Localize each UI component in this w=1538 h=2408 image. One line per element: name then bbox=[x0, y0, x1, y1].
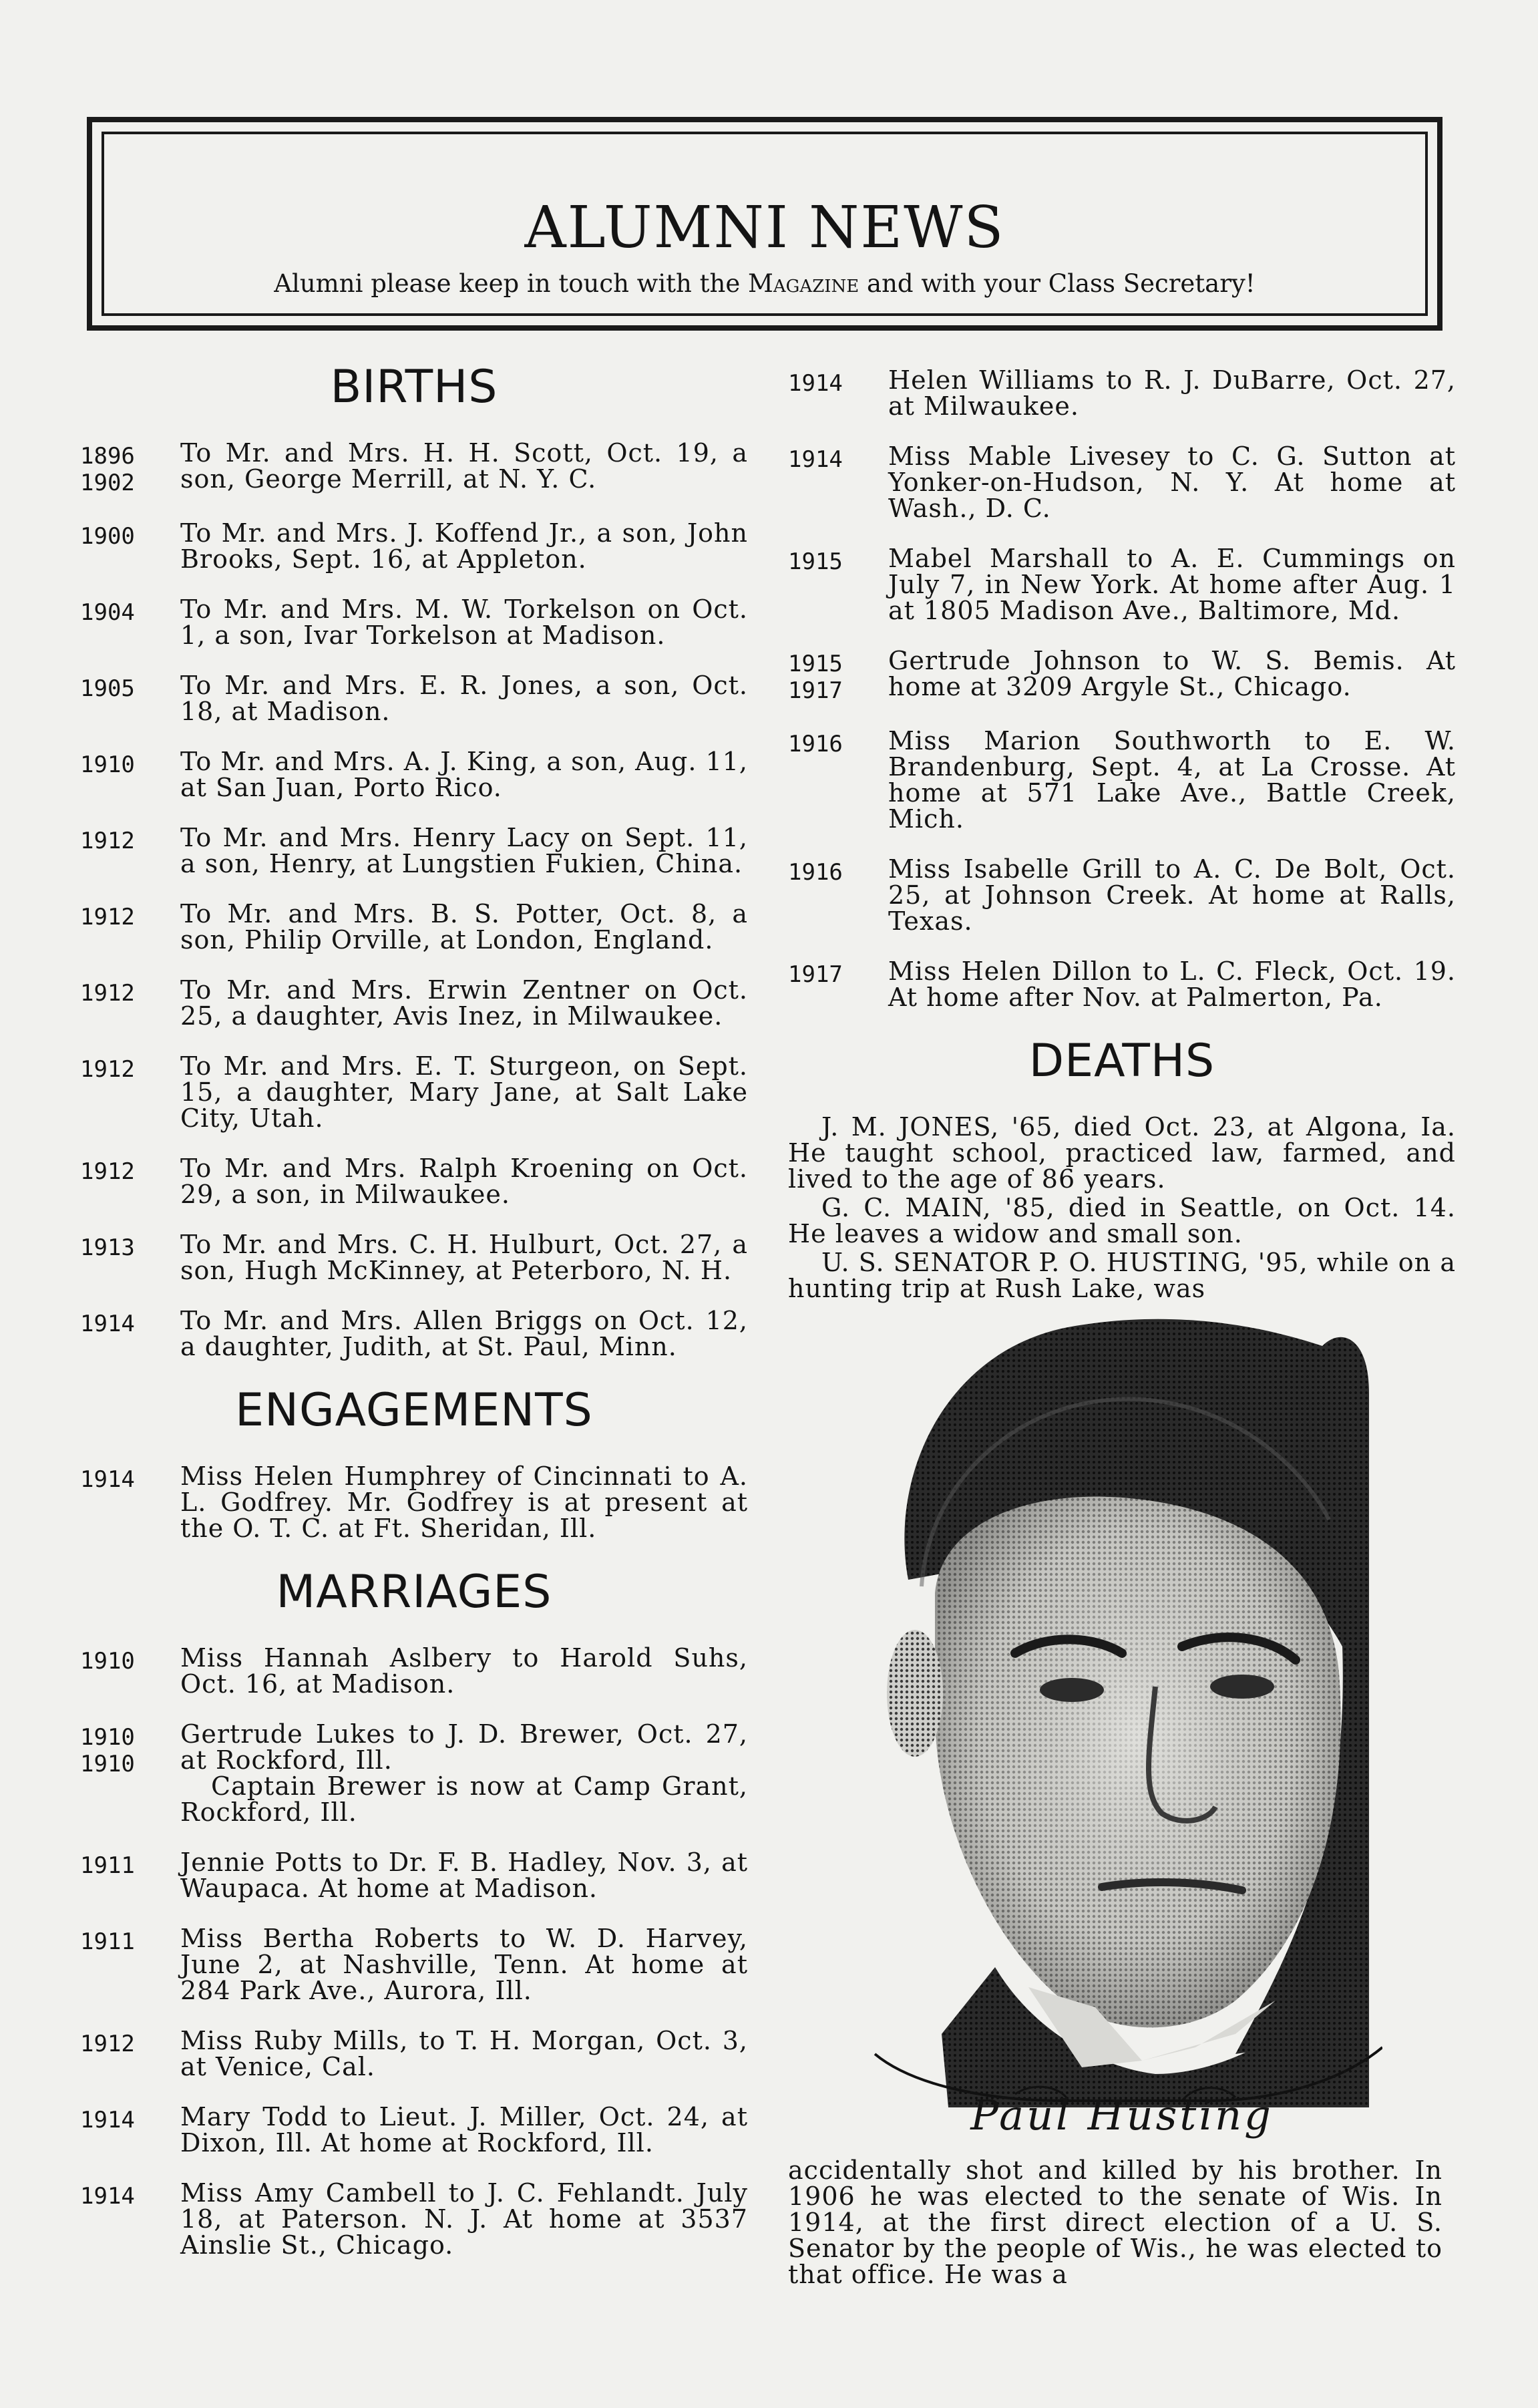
entry-text-block bbox=[888, 444, 1456, 522]
entry-text-block bbox=[180, 901, 748, 953]
entry-text: To Mr. and Mrs. J. Koffend Jr., a son, John Brooks, Sept. 16, at Appleton. bbox=[180, 518, 748, 574]
entry-text: To Mr. and Mrs. H. H. Scott, Oct. 19, a son, George Merrill, at N. Y. C. bbox=[180, 438, 748, 494]
entry-text-block bbox=[180, 1461, 748, 1543]
entry-item bbox=[80, 2028, 748, 2080]
entry-text-block bbox=[180, 520, 748, 572]
entry-text: To Mr. and Mrs. B. S. Potter, Oct. 8, a son, Philip Orville, at London, England. bbox=[180, 899, 748, 955]
entry-text: To Mr. and Mrs. E. T. Sturgeon, on Sept. 15, a daughter, Mary Jane, at Salt Lake City, Utah. bbox=[180, 1051, 748, 1133]
entry-item bbox=[788, 546, 1456, 624]
entry-text-block bbox=[180, 1053, 748, 1132]
entry-text: Miss Helen Dillon to L. C. Fleck, Oct. 19. At home after Nov. at Palmerton, Pa. bbox=[888, 957, 1456, 1012]
entry-text: Mabel Marshall to A. E. Cummings on July 7, in New York. At home after Aug. 1 at 1805 Madison Ave., Baltimore, Md. bbox=[888, 544, 1456, 625]
entry-item bbox=[80, 1308, 748, 1360]
entry-year: 1914 bbox=[80, 2183, 135, 2210]
entry-text-block bbox=[180, 1721, 748, 1826]
entry-year: 1911 bbox=[80, 1852, 135, 1879]
entry-year: 1914 bbox=[788, 370, 843, 397]
entry-text: Miss Ruby Mills, to T. H. Morgan, Oct. 3, at Venice, Cal. bbox=[180, 2026, 748, 2081]
entry-item bbox=[80, 977, 748, 1029]
portrait-signature: Paul Husting bbox=[970, 2091, 1274, 2139]
entry-item bbox=[80, 2104, 748, 2156]
entry-text-block bbox=[888, 367, 1456, 419]
entry-year: 1912 bbox=[80, 1056, 135, 1083]
entry-text-block bbox=[180, 1926, 748, 2004]
entry-year: 1914 bbox=[80, 1311, 135, 1337]
entry-text-block bbox=[180, 673, 748, 725]
entry-item bbox=[788, 856, 1456, 934]
entry-text: Jennie Potts to Dr. F. B. Hadley, Nov. 3, at Waupaca. At home at Madison. bbox=[180, 1848, 748, 1903]
entry-text-block bbox=[888, 856, 1456, 934]
entry-year: 1904 bbox=[80, 599, 135, 626]
entry-text-block bbox=[180, 1232, 748, 1284]
entry-text: Miss Helen Humphrey of Cincinnati to A. L. Godfrey. Mr. Godfrey is at present at the O. T. C. at Ft. Sheridan, Ill. bbox=[180, 1461, 748, 1543]
entry-text-block bbox=[180, 1156, 748, 1208]
entry-text-block bbox=[180, 596, 748, 649]
entry-text: Miss Marion Southworth to E. W. Brandenburg, Sept. 4, at La Crosse. At home at 571 Lake Ave., Battle Creek, Mich. bbox=[888, 726, 1456, 834]
header-box bbox=[87, 117, 1443, 331]
entry-text: Helen Williams to R. J. DuBarre, Oct. 27, at Milwaukee. bbox=[888, 365, 1456, 421]
entry-item bbox=[788, 367, 1456, 419]
entry-year: 1912 bbox=[80, 1158, 135, 1185]
entry-item bbox=[80, 1053, 748, 1132]
marriages-continued-list bbox=[788, 367, 1456, 1011]
entry-year: 1913 bbox=[80, 1234, 135, 1261]
entry-note: Captain Brewer is now at Camp Grant, Rockford, Ill. bbox=[180, 1771, 748, 1827]
entry-text-block bbox=[180, 1850, 748, 1902]
entry-item bbox=[80, 1461, 748, 1543]
entry-item bbox=[80, 1926, 748, 2004]
entry-item bbox=[80, 1645, 748, 1697]
entry-text-block bbox=[888, 728, 1456, 832]
entry-year: 1912 bbox=[80, 2031, 135, 2057]
entry-year: 1910 bbox=[80, 751, 135, 778]
entry-item bbox=[80, 673, 748, 725]
entry-year: 1914 bbox=[788, 446, 843, 473]
entry-text: Miss Mable Livesey to C. G. Sutton at Yonker-on-Hudson, N. Y. At home at Wash., D. C. bbox=[888, 442, 1456, 523]
death-notice-continued bbox=[788, 2158, 1443, 2290]
entry-text: Gertrude Johnson to W. S. Bemis. At home at 3209 Argyle St., Chicago. bbox=[888, 646, 1456, 701]
entry-text: Gertrude Lukes to J. D. Brewer, Oct. 27, at Rockford, Ill. bbox=[180, 1719, 748, 1775]
entry-text-block bbox=[888, 648, 1456, 704]
left-column bbox=[80, 347, 748, 2282]
entry-item bbox=[80, 1721, 748, 1826]
entry-item bbox=[80, 1156, 748, 1208]
entry-item bbox=[80, 2180, 748, 2258]
entry-item bbox=[80, 440, 748, 496]
entry-text-block bbox=[888, 546, 1456, 624]
entry-text-block bbox=[180, 749, 748, 801]
entry-text: Miss Isabelle Grill to A. C. De Bolt, Oct. 25, at Johnson Creek. At home at Ralls, Texas. bbox=[888, 854, 1456, 936]
engagements-heading: ENGAGEMENTS bbox=[235, 1384, 593, 1437]
entry-year: 1916 bbox=[788, 859, 843, 886]
entry-item bbox=[80, 825, 748, 877]
entry-year: 1912 bbox=[80, 904, 135, 930]
entry-text-block bbox=[180, 825, 748, 877]
entry-item bbox=[788, 728, 1456, 832]
entry-text: Miss Hannah Aslbery to Harold Suhs, Oct. 16, at Madison. bbox=[180, 1643, 748, 1699]
engagements-list bbox=[80, 1461, 748, 1543]
entry-item bbox=[80, 1850, 748, 1902]
entry-year: 1915 1917 bbox=[788, 651, 843, 704]
entry-text: To Mr. and Mrs. Allen Briggs on Oct. 12, a daughter, Judith, at St. Paul, Minn. bbox=[180, 1306, 748, 1361]
entry-text: Miss Amy Cambell to J. C. Fehlandt. July 18, at Paterson. N. J. At home at 3537 Ainslie St., Chicago. bbox=[180, 2178, 748, 2260]
entry-year: 1911 bbox=[80, 1928, 135, 1955]
entry-text: Miss Bertha Roberts to W. D. Harvey, June 2, at Nashville, Tenn. At home at 284 Park Ave., Aurora, Ill. bbox=[180, 1924, 748, 2005]
entry-year: 1915 bbox=[788, 548, 843, 575]
entry-text-block bbox=[180, 2028, 748, 2080]
page-subtitle bbox=[92, 269, 1437, 298]
entry-text-block bbox=[180, 440, 748, 496]
entry-item bbox=[788, 444, 1456, 522]
entry-text: To Mr. and Mrs. A. J. King, a son, Aug. 11, at San Juan, Porto Rico. bbox=[180, 747, 748, 802]
page-title: ALUMNI NEWS bbox=[524, 194, 1005, 261]
entry-item bbox=[80, 1232, 748, 1284]
entry-text-block bbox=[888, 959, 1456, 1011]
entry-year: 1912 bbox=[80, 828, 135, 854]
entry-text: To Mr. and Mrs. M. W. Torkelson on Oct. 1, a son, Ivar Torkelson at Madison. bbox=[180, 594, 748, 650]
death-notice: U. S. SENATOR P. O. HUSTING, '95, while on a hunting trip at Rush Lake, was bbox=[788, 1248, 1456, 1303]
entry-text: To Mr. and Mrs. E. R. Jones, a son, Oct. 18, at Madison. bbox=[180, 671, 748, 726]
entry-item bbox=[788, 959, 1456, 1011]
entry-text: To Mr. and Mrs. C. H. Hulburt, Oct. 27, a son, Hugh McKinney, at Peterboro, N. H. bbox=[180, 1230, 748, 1285]
entry-item bbox=[80, 520, 748, 572]
death-notice: J. M. JONES, '65, died Oct. 23, at Algona, Ia. He taught school, practiced law, farmed, and lived to the age of 86 years. bbox=[788, 1112, 1456, 1194]
entry-item bbox=[80, 749, 748, 801]
portrait-photo bbox=[861, 1299, 1382, 2107]
entry-year: 1900 bbox=[80, 523, 135, 550]
entry-text: Mary Todd to Lieut. J. Miller, Oct. 24, at Dixon, Ill. At home at Rockford, Ill. bbox=[180, 2102, 748, 2158]
entry-year: 1912 bbox=[80, 980, 135, 1007]
entry-year: 1917 bbox=[788, 961, 843, 988]
right-column bbox=[788, 367, 1456, 1305]
subtitle-text-2: and with your Class Secretary! bbox=[859, 269, 1256, 298]
entry-year: 1910 bbox=[80, 1648, 135, 1675]
entry-year: 1905 bbox=[80, 675, 135, 702]
entry-item bbox=[788, 648, 1456, 704]
entry-year: 1910 1910 bbox=[80, 1724, 135, 1777]
subtitle-text-1: Alumni please keep in touch with the bbox=[274, 269, 748, 298]
entry-text-block bbox=[180, 2104, 748, 2156]
entry-year: 1914 bbox=[80, 2107, 135, 2133]
entry-text: To Mr. and Mrs. Erwin Zentner on Oct. 25, a daughter, Avis Inez, in Milwaukee. bbox=[180, 975, 748, 1031]
death-notice-continued-text: accidentally shot and killed by his brother. In 1906 he was elected to the senate of Wis. In 1914, at the first direct election of a U. S. Senator by the people of Wis., he was elected to that office. He was a bbox=[788, 2156, 1443, 2289]
entry-item bbox=[80, 901, 748, 953]
subtitle-magazine: Magazine bbox=[748, 269, 859, 298]
entry-text: To Mr. and Mrs. Ralph Kroening on Oct. 29, a son, in Milwaukee. bbox=[180, 1154, 748, 1209]
entry-year: 1896 1902 bbox=[80, 443, 135, 496]
marriages-heading: MARRIAGES bbox=[276, 1566, 552, 1618]
entry-year: 1914 bbox=[80, 1466, 135, 1493]
entry-text-block bbox=[180, 1308, 748, 1360]
marriages-list bbox=[80, 1645, 748, 2258]
births-heading: BIRTHS bbox=[330, 361, 498, 413]
entry-text-block bbox=[180, 977, 748, 1029]
births-list bbox=[80, 440, 748, 1360]
entry-text: To Mr. and Mrs. Henry Lacy on Sept. 11, a son, Henry, at Lungstien Fukien, China. bbox=[180, 823, 748, 878]
entry-text-block bbox=[180, 1645, 748, 1697]
deaths-heading: DEATHS bbox=[1028, 1035, 1215, 1087]
entry-text-block bbox=[180, 2180, 748, 2258]
entry-year: 1916 bbox=[788, 731, 843, 757]
death-notice: G. C. MAIN, '85, died in Seattle, on Oct. 14. He leaves a widow and small son. bbox=[788, 1193, 1456, 1248]
entry-item bbox=[80, 596, 748, 649]
